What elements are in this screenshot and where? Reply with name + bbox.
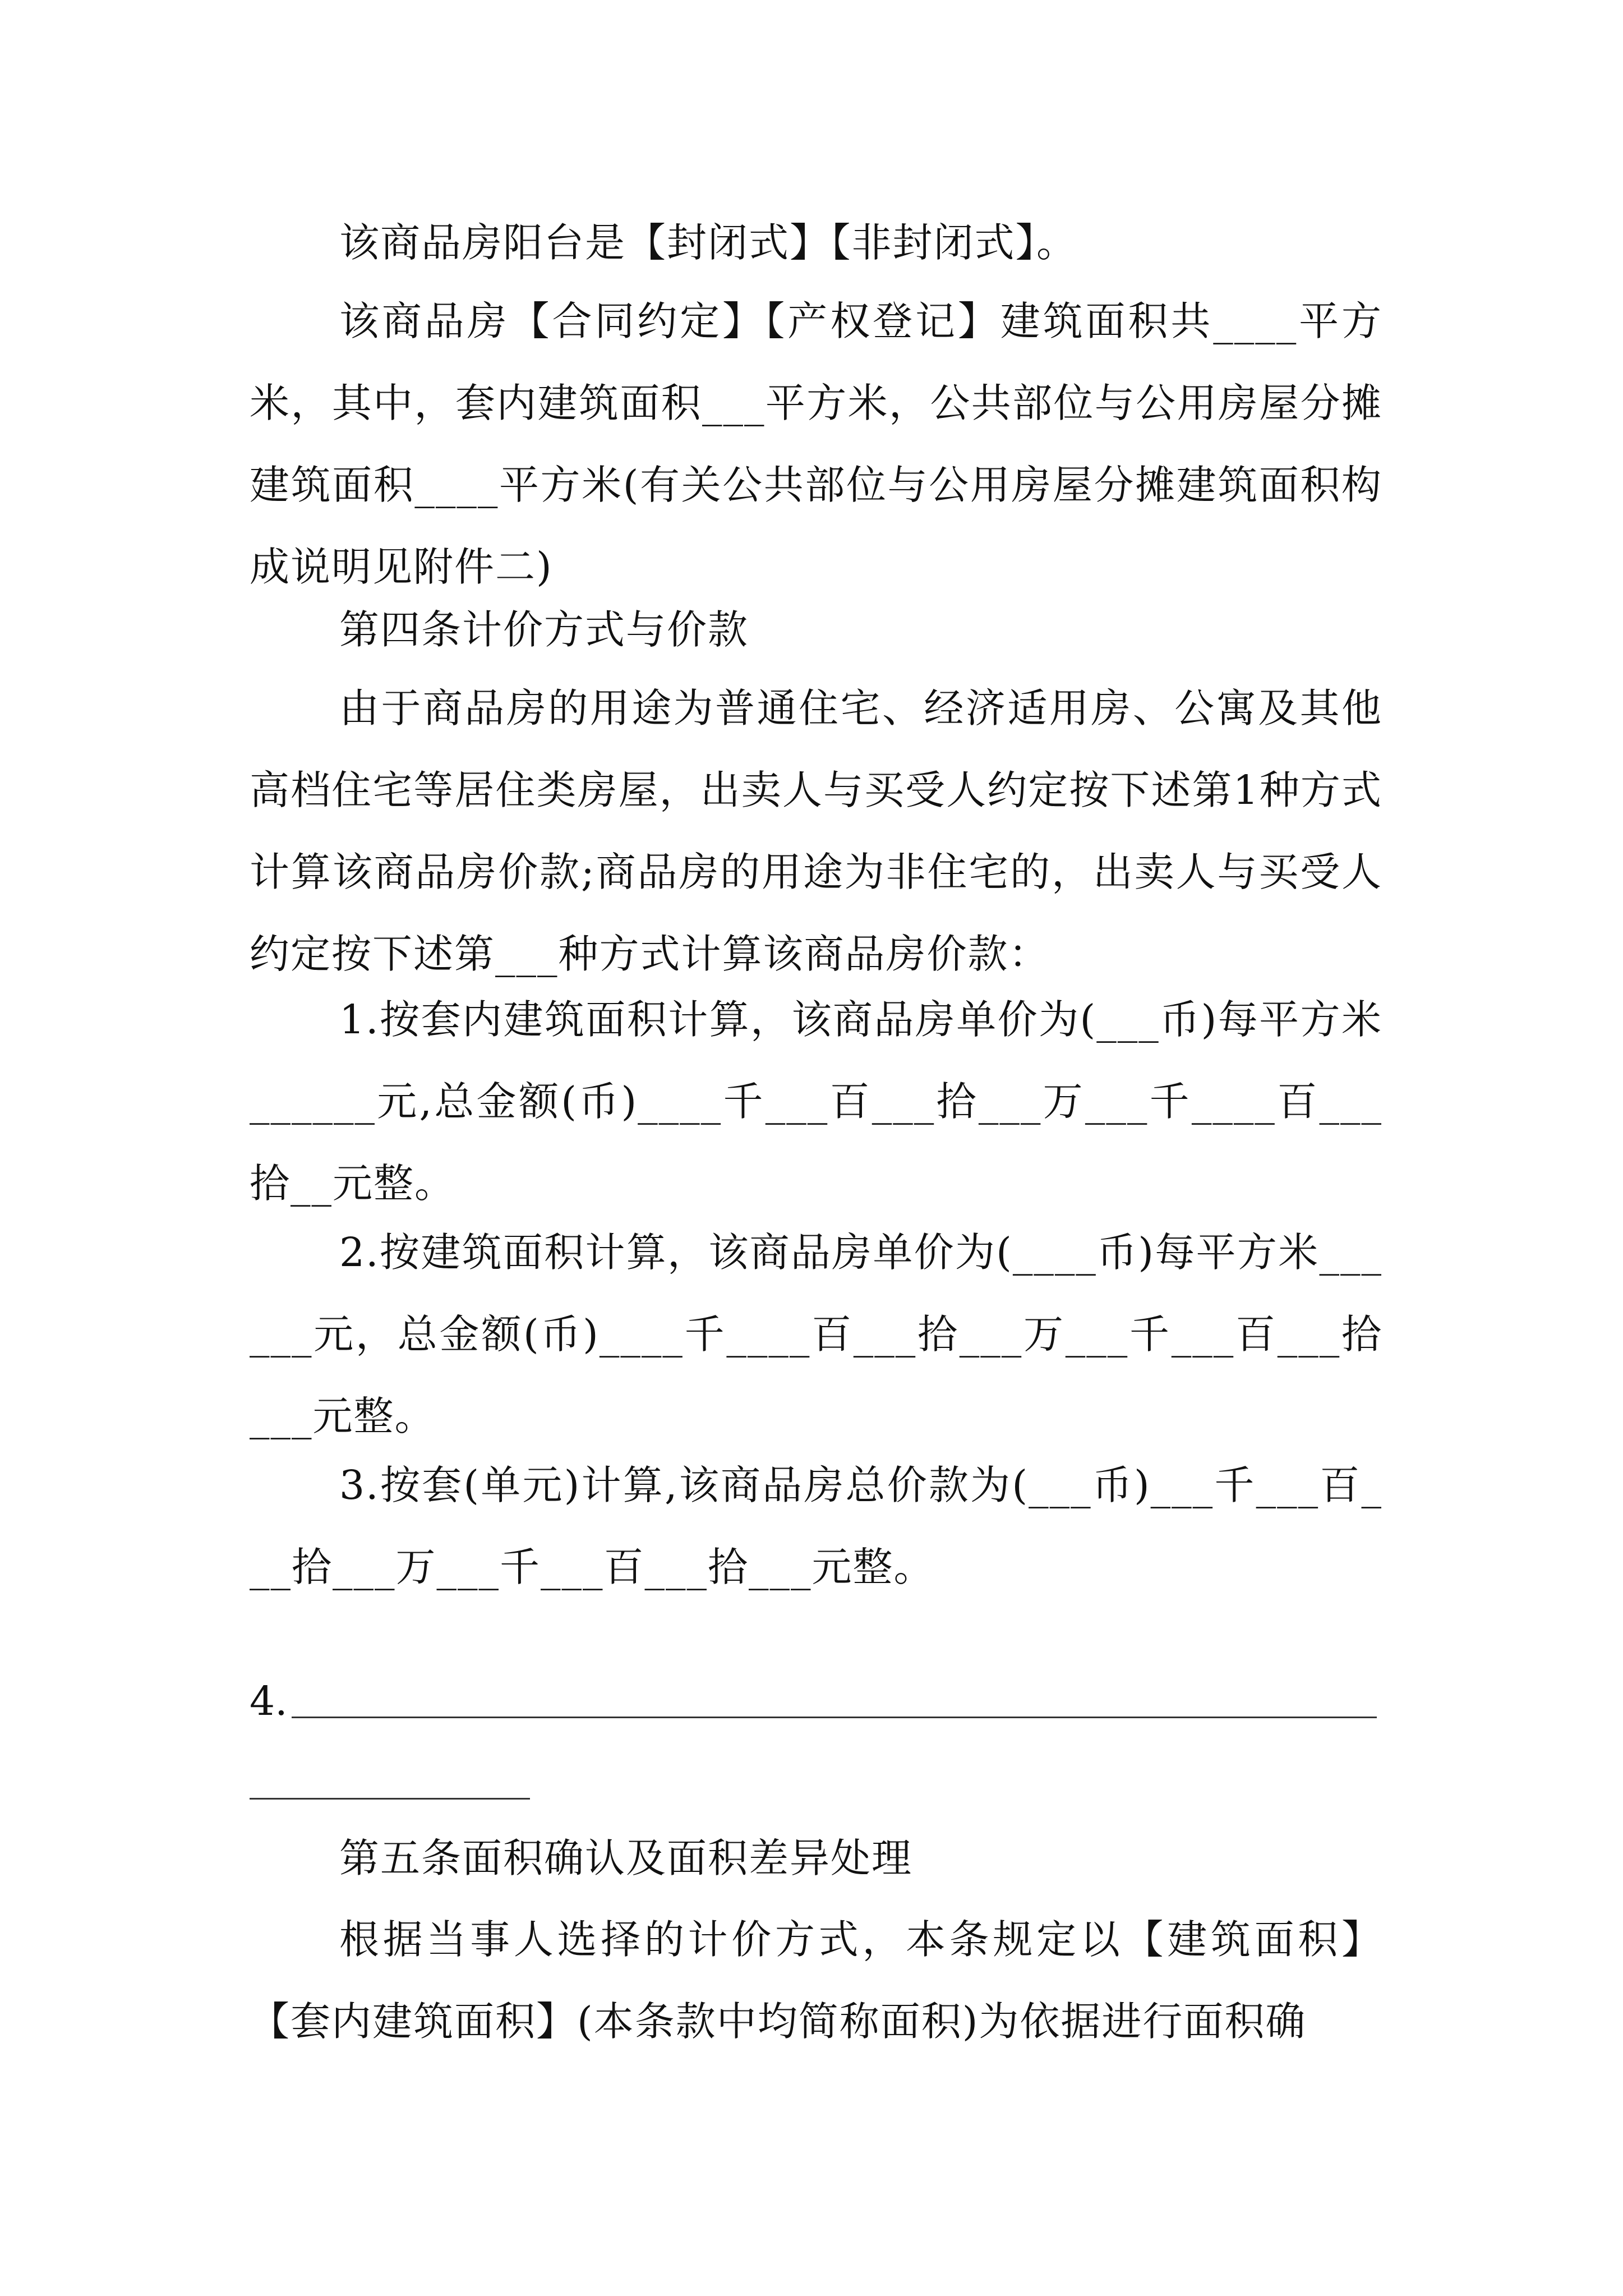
pricing-item-1: 1.按套内建筑面积计算，该商品房单价为(___币)每平方米______元,总金额(币)____千___百___拾___万___千____百___拾__元整。 — [250, 996, 1382, 1207]
pricing-method-paragraph: 由于商品房的用途为普通住宅、经济适用房、公寓及其他高档住宅等居住类房屋，出卖人与买受人约定按下述第1种方式计算该商品房价款;商品房的用途为非住宅的，出卖人与买受人约定按下述第___种方式计算该商品房价款： — [250, 685, 1382, 977]
area-confirmation-paragraph: 根据当事人选择的计价方式，本条规定以【建筑面积】【套内建筑面积】(本条款中均简称面积)为依据进行面积确 — [250, 1916, 1382, 2045]
pricing-item-3: 3.按套(单元)计算,该商品房总价款为(___币)___千___百___拾___万___千___百___拾___元整。 — [250, 1462, 1382, 1590]
pricing-item-2: 2.按建筑面积计算，该商品房单价为(____币)每平方米______元，总金额(币)____千____百___拾___万___千___百___拾___元整。 — [250, 1229, 1382, 1439]
building-area-paragraph: 该商品房【合同约定】【产权登记】建筑面积共____平方米，其中，套内建筑面积___平方米，公共部位与公用房屋分摊建筑面积____平方米(有关公共部位与公用房屋分摊建筑面积构成说明见附件二) — [250, 298, 1382, 590]
balcony-type-paragraph: 该商品房阳台是【封闭式】【非封闭式】。 — [339, 219, 1078, 266]
item-4-blank-line — [292, 1717, 1377, 1718]
item-4-blank-line-continued — [250, 1798, 530, 1800]
pricing-item-4-label: 4. — [250, 1678, 288, 1724]
article-4-heading: 第四条计价方式与价款 — [339, 606, 749, 653]
article-5-heading: 第五条面积确认及面积差异处理 — [339, 1835, 913, 1881]
pricing-item-4 — [250, 1660, 1382, 1742]
